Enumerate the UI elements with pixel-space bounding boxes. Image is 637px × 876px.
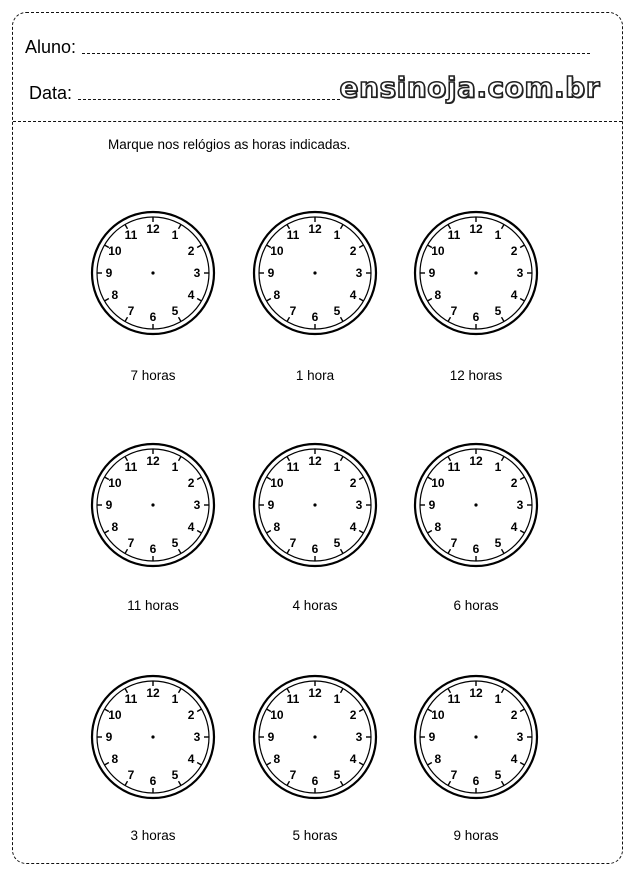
clock-numeral: 4 — [349, 752, 357, 766]
clock-numeral: 5 — [333, 768, 341, 783]
clock-numeral: 1 — [494, 459, 502, 474]
clock-numeral: 2 — [187, 244, 195, 258]
clock-center-dot — [151, 735, 154, 738]
clock-time-label: 12 horas — [449, 368, 503, 383]
clock-numeral: 8 — [111, 520, 119, 534]
clock-time-label: 6 horas — [453, 598, 499, 613]
clock-numeral: 7 — [289, 768, 297, 783]
clock-numeral: 12 — [469, 222, 483, 236]
clock-numeral: 6 — [311, 310, 319, 324]
clock-numeral: 3 — [516, 498, 524, 512]
clock-numeral: 2 — [349, 476, 357, 490]
clock-numeral: 2 — [510, 244, 518, 258]
clock-time-label: 4 horas — [292, 598, 338, 613]
clock-numeral: 6 — [149, 310, 157, 324]
clock-numeral: 10 — [108, 708, 122, 722]
clock-numeral: 2 — [187, 476, 195, 490]
clock-numeral: 8 — [273, 520, 281, 534]
clock-face[interactable] — [411, 672, 541, 802]
clock-time-label: 3 horas — [130, 828, 176, 843]
clock-numeral: 6 — [472, 542, 480, 556]
date-field[interactable] — [29, 83, 340, 104]
clock-numeral: 10 — [431, 244, 445, 258]
date-label: Data: — [29, 83, 73, 103]
clock-numeral: 3 — [355, 498, 363, 512]
clock-numeral: 9 — [105, 266, 113, 280]
clock-numeral: 11 — [286, 459, 300, 474]
clock-numeral: 7 — [450, 536, 458, 551]
clock-numeral: 9 — [428, 730, 436, 744]
clock-numeral: 12 — [308, 686, 322, 700]
clock-numeral: 4 — [349, 520, 357, 534]
clock-numeral: 5 — [171, 304, 179, 319]
clock-numeral: 6 — [311, 542, 319, 556]
clock-numeral: 9 — [105, 730, 113, 744]
clock-numeral: 1 — [171, 459, 179, 474]
clock-numeral: 10 — [270, 708, 284, 722]
clock-numeral: 3 — [516, 266, 524, 280]
clock-center-dot — [474, 735, 477, 738]
clock-numeral: 7 — [289, 536, 297, 551]
clock-face[interactable] — [250, 440, 380, 570]
clock-numeral: 11 — [124, 691, 138, 706]
clock-numeral: 4 — [510, 288, 518, 302]
clock-time-label: 5 horas — [292, 828, 338, 843]
clock-numeral: 1 — [494, 227, 502, 242]
clock-numeral: 3 — [193, 730, 201, 744]
clock-center-dot — [474, 271, 477, 274]
clock-numeral: 5 — [171, 536, 179, 551]
clock-center-dot — [474, 503, 477, 506]
clock-center-dot — [151, 271, 154, 274]
clock-numeral: 10 — [431, 476, 445, 490]
clock-numeral: 9 — [267, 730, 275, 744]
clock-numeral: 4 — [510, 752, 518, 766]
clock-numeral: 5 — [333, 304, 341, 319]
clock-numeral: 3 — [516, 730, 524, 744]
clock-numeral: 1 — [171, 691, 179, 706]
clock-numeral: 1 — [333, 227, 341, 242]
clock-numeral: 3 — [193, 266, 201, 280]
clock-numeral: 4 — [187, 288, 195, 302]
clock-numeral: 8 — [111, 752, 119, 766]
clock-numeral: 3 — [355, 730, 363, 744]
clock-center-dot — [151, 503, 154, 506]
clock-numeral: 2 — [510, 476, 518, 490]
clock-center-dot — [313, 735, 316, 738]
clock-numeral: 6 — [311, 774, 319, 788]
clock-numeral: 7 — [127, 304, 135, 319]
clock-numeral: 11 — [286, 691, 300, 706]
clock-numeral: 12 — [469, 454, 483, 468]
clock-numeral: 9 — [428, 266, 436, 280]
clock-numeral: 5 — [494, 304, 502, 319]
clock-numeral: 1 — [333, 691, 341, 706]
clock-numeral: 2 — [349, 708, 357, 722]
clock-numeral: 7 — [450, 768, 458, 783]
clock-numeral: 11 — [447, 459, 461, 474]
clock-numeral: 5 — [494, 536, 502, 551]
clock-numeral: 11 — [447, 691, 461, 706]
clock-numeral: 10 — [108, 476, 122, 490]
clock-numeral: 12 — [146, 222, 160, 236]
clock-numeral: 4 — [510, 520, 518, 534]
clock-numeral: 10 — [270, 244, 284, 258]
clock-numeral: 11 — [286, 227, 300, 242]
clock-face[interactable] — [250, 672, 380, 802]
clock-numeral: 5 — [494, 768, 502, 783]
clock-numeral: 9 — [267, 498, 275, 512]
clock-numeral: 8 — [273, 288, 281, 302]
clock-numeral: 5 — [171, 768, 179, 783]
clock-numeral: 4 — [187, 752, 195, 766]
clock-time-label: 1 hora — [295, 368, 335, 383]
clock-numeral: 8 — [434, 288, 442, 302]
date-line[interactable] — [78, 99, 340, 100]
clock-numeral: 2 — [510, 708, 518, 722]
header-divider — [13, 121, 622, 122]
clock-numeral: 8 — [273, 752, 281, 766]
clock-time-label: 7 horas — [130, 368, 176, 383]
clock-numeral: 7 — [289, 304, 297, 319]
clock-numeral: 7 — [127, 536, 135, 551]
clock-face[interactable] — [411, 208, 541, 338]
clock-numeral: 7 — [127, 768, 135, 783]
clock-numeral: 4 — [349, 288, 357, 302]
clock-numeral: 11 — [447, 227, 461, 242]
clock-numeral: 2 — [349, 244, 357, 258]
student-name-field[interactable] — [25, 37, 590, 58]
clock-numeral: 12 — [469, 686, 483, 700]
clock-numeral: 4 — [187, 520, 195, 534]
clock-numeral: 1 — [171, 227, 179, 242]
clock-numeral: 12 — [146, 454, 160, 468]
clock-numeral: 8 — [111, 288, 119, 302]
clock-numeral: 3 — [193, 498, 201, 512]
clock-numeral: 1 — [494, 691, 502, 706]
clock-numeral: 6 — [472, 310, 480, 324]
instruction-text: Marque nos relógios as horas indicadas. — [108, 137, 351, 152]
clock-numeral: 6 — [149, 542, 157, 556]
clock-numeral: 10 — [270, 476, 284, 490]
clock-numeral: 3 — [355, 266, 363, 280]
clock-numeral: 1 — [333, 459, 341, 474]
clock-numeral: 12 — [308, 454, 322, 468]
clock-numeral: 11 — [124, 459, 138, 474]
clock-numeral: 6 — [149, 774, 157, 788]
clock-numeral: 7 — [450, 304, 458, 319]
clock-numeral: 12 — [146, 686, 160, 700]
clock-numeral: 9 — [267, 266, 275, 280]
clock-face[interactable] — [88, 440, 218, 570]
clock-center-dot — [313, 271, 316, 274]
brand-logo: ensinoja.com.br — [339, 71, 600, 104]
clock-numeral: 8 — [434, 520, 442, 534]
clock-time-label: 11 horas — [127, 598, 179, 613]
clock-numeral: 9 — [105, 498, 113, 512]
clock-numeral: 9 — [428, 498, 436, 512]
clock-numeral: 11 — [124, 227, 138, 242]
clock-numeral: 10 — [108, 244, 122, 258]
clock-center-dot — [313, 503, 316, 506]
clock-face[interactable] — [88, 672, 218, 802]
clock-face[interactable] — [411, 440, 541, 570]
student-label: Aluno: — [25, 37, 77, 57]
clock-numeral: 12 — [308, 222, 322, 236]
student-name-line[interactable] — [82, 53, 590, 54]
clock-face[interactable] — [250, 208, 380, 338]
clock-numeral: 5 — [333, 536, 341, 551]
clock-numeral: 8 — [434, 752, 442, 766]
clock-time-label: 9 horas — [453, 828, 499, 843]
clock-face[interactable] — [88, 208, 218, 338]
clock-numeral: 10 — [431, 708, 445, 722]
clock-numeral: 6 — [472, 774, 480, 788]
clock-numeral: 2 — [187, 708, 195, 722]
